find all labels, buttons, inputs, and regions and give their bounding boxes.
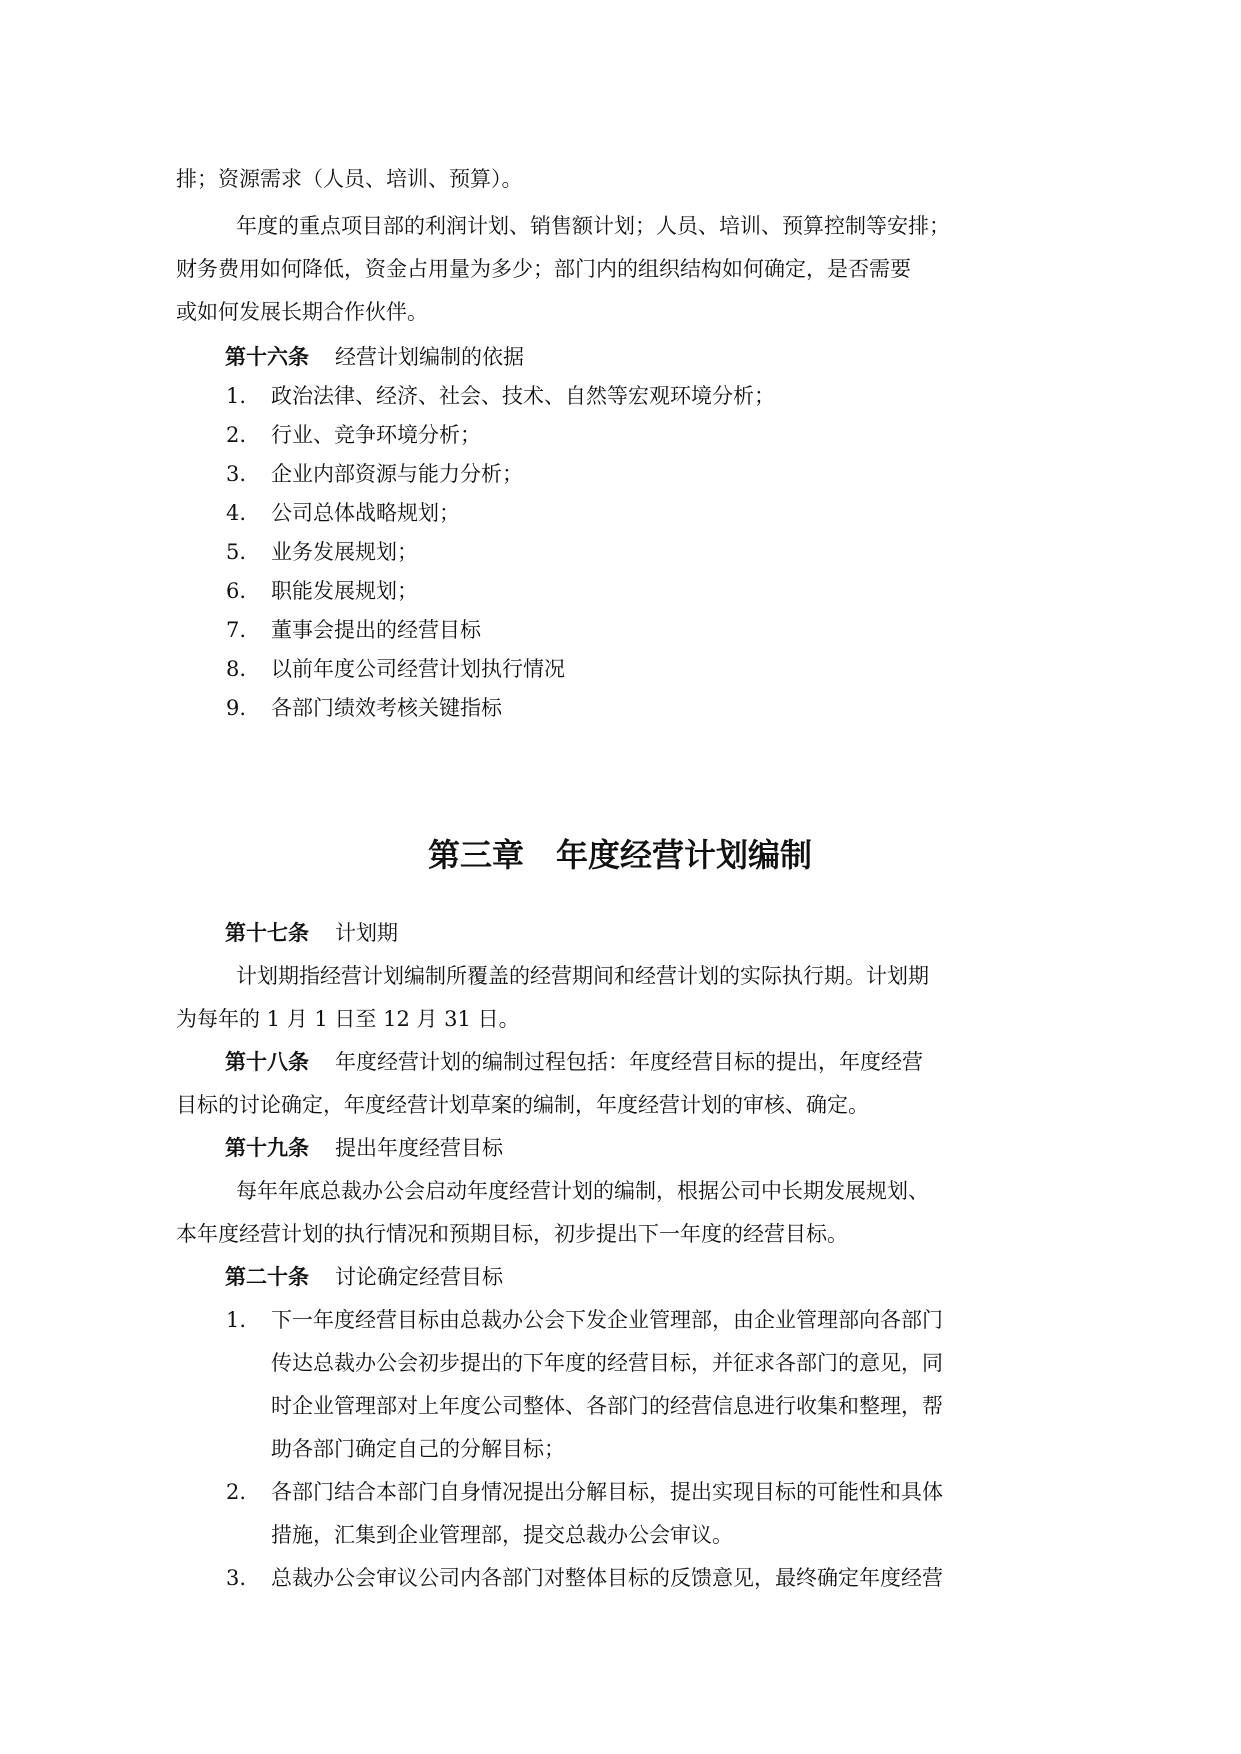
article-title: 提出年度经营目标 <box>335 1136 503 1160</box>
list-item <box>226 375 1064 418</box>
list-number: 8. <box>226 657 247 681</box>
list-number: 3. <box>226 462 247 486</box>
continued-paragraph <box>176 158 1064 201</box>
list-text: 各部门绩效考核关键指标 <box>271 696 502 720</box>
list-text: 下一年度经营目标由总裁办公会下发企业管理部，由企业管理部向各部门 <box>271 1308 943 1332</box>
list-item <box>226 1557 1064 1600</box>
article-18-body <box>176 1084 1064 1127</box>
article-16-heading <box>225 336 524 379</box>
key-projects-paragraph <box>176 205 1064 334</box>
article-number: 第十九条 <box>225 1136 309 1160</box>
list-text: 措施，汇集到企业管理部，提交总裁办公会审议。 <box>271 1523 733 1547</box>
paragraph-line: 为每年的 1 月 1 日至 12 月 31 日。 <box>176 1007 520 1031</box>
paragraph-line: 排；资源需求（人员、培训、预算）。 <box>176 167 523 191</box>
article-number: 第二十条 <box>225 1265 309 1289</box>
list-item <box>226 609 1064 652</box>
paragraph-line: 或如何发展长期合作伙伴。 <box>176 300 428 324</box>
article-18-heading <box>225 1041 923 1084</box>
list-text: 企业内部资源与能力分析； <box>271 462 523 486</box>
list-number: 9. <box>226 696 247 720</box>
list-number: 2. <box>226 423 247 447</box>
list-number: 4. <box>226 501 247 525</box>
list-number: 7. <box>226 618 247 642</box>
paragraph-line: 本年度经营计划的执行情况和预期目标，初步提出下一年度的经营目标。 <box>176 1222 848 1246</box>
article-20-heading <box>225 1256 503 1299</box>
list-text: 助各部门确定自己的分解目标； <box>271 1437 565 1461</box>
paragraph-line: 年度的重点项目部的利润计划、销售额计划；人员、培训、预算控制等安排； <box>236 214 950 238</box>
paragraph-line: 每年年底总裁办公会启动年度经营计划的编制，根据公司中长期发展规划、 <box>236 1179 929 1203</box>
article-title: 经营计划编制的依据 <box>335 345 524 369</box>
list-item <box>226 453 1064 496</box>
list-number: 1. <box>226 384 247 408</box>
article-title: 年度经营计划的编制过程包括：年度经营目标的提出，年度经营 <box>335 1050 923 1074</box>
list-item <box>226 570 1064 613</box>
list-text: 董事会提出的经营目标 <box>271 618 481 642</box>
list-number: 3. <box>226 1566 247 1590</box>
article-19-body <box>176 1170 1064 1256</box>
list-number: 6. <box>226 579 247 603</box>
chapter-heading: 第三章 年度经营计划编制 <box>427 836 812 874</box>
article-title: 讨论确定经营目标 <box>335 1265 503 1289</box>
article-number: 第十八条 <box>225 1050 309 1074</box>
list-text: 时企业管理部对上年度公司整体、各部门的经营信息进行收集和整理，帮 <box>271 1394 943 1418</box>
list-item <box>226 414 1064 457</box>
article-number: 第十七条 <box>225 921 309 945</box>
article-number: 第十六条 <box>225 345 309 369</box>
list-text: 总裁办公会审议公司内各部门对整体目标的反馈意见，最终确定年度经营 <box>271 1566 943 1590</box>
list-item <box>226 492 1064 535</box>
article-17-body <box>176 955 1064 1041</box>
list-number: 2. <box>226 1480 247 1504</box>
list-item <box>226 687 1064 730</box>
list-number: 5. <box>226 540 247 564</box>
paragraph-line: 财务费用如何降低，资金占用量为多少；部门内的组织结构如何确定，是否需要 <box>176 257 911 281</box>
list-text: 行业、竞争环境分析； <box>271 423 481 447</box>
list-text: 以前年度公司经营计划执行情况 <box>271 657 565 681</box>
list-text: 政治法律、经济、社会、技术、自然等宏观环境分析； <box>271 384 775 408</box>
list-item <box>226 1299 1064 1471</box>
list-text: 职能发展规划； <box>271 579 418 603</box>
article-title: 计划期 <box>335 921 398 945</box>
paragraph-line: 目标的讨论确定，年度经营计划草案的编制，年度经营计划的审核、确定。 <box>176 1093 869 1117</box>
list-text: 公司总体战略规划； <box>271 501 460 525</box>
list-text: 各部门结合本部门自身情况提出分解目标，提出实现目标的可能性和具体 <box>271 1480 943 1504</box>
list-item <box>226 531 1064 574</box>
list-number: 1. <box>226 1308 247 1332</box>
article-19-heading <box>225 1127 503 1170</box>
list-text: 业务发展规划； <box>271 540 418 564</box>
list-item <box>226 648 1064 691</box>
article-17-heading <box>225 912 398 955</box>
list-item <box>226 1471 1064 1557</box>
list-text: 传达总裁办公会初步提出的下年度的经营目标，并征求各部门的意见，同 <box>271 1351 943 1375</box>
paragraph-line: 计划期指经营计划编制所覆盖的经营期间和经营计划的实际执行期。计划期 <box>236 964 929 988</box>
